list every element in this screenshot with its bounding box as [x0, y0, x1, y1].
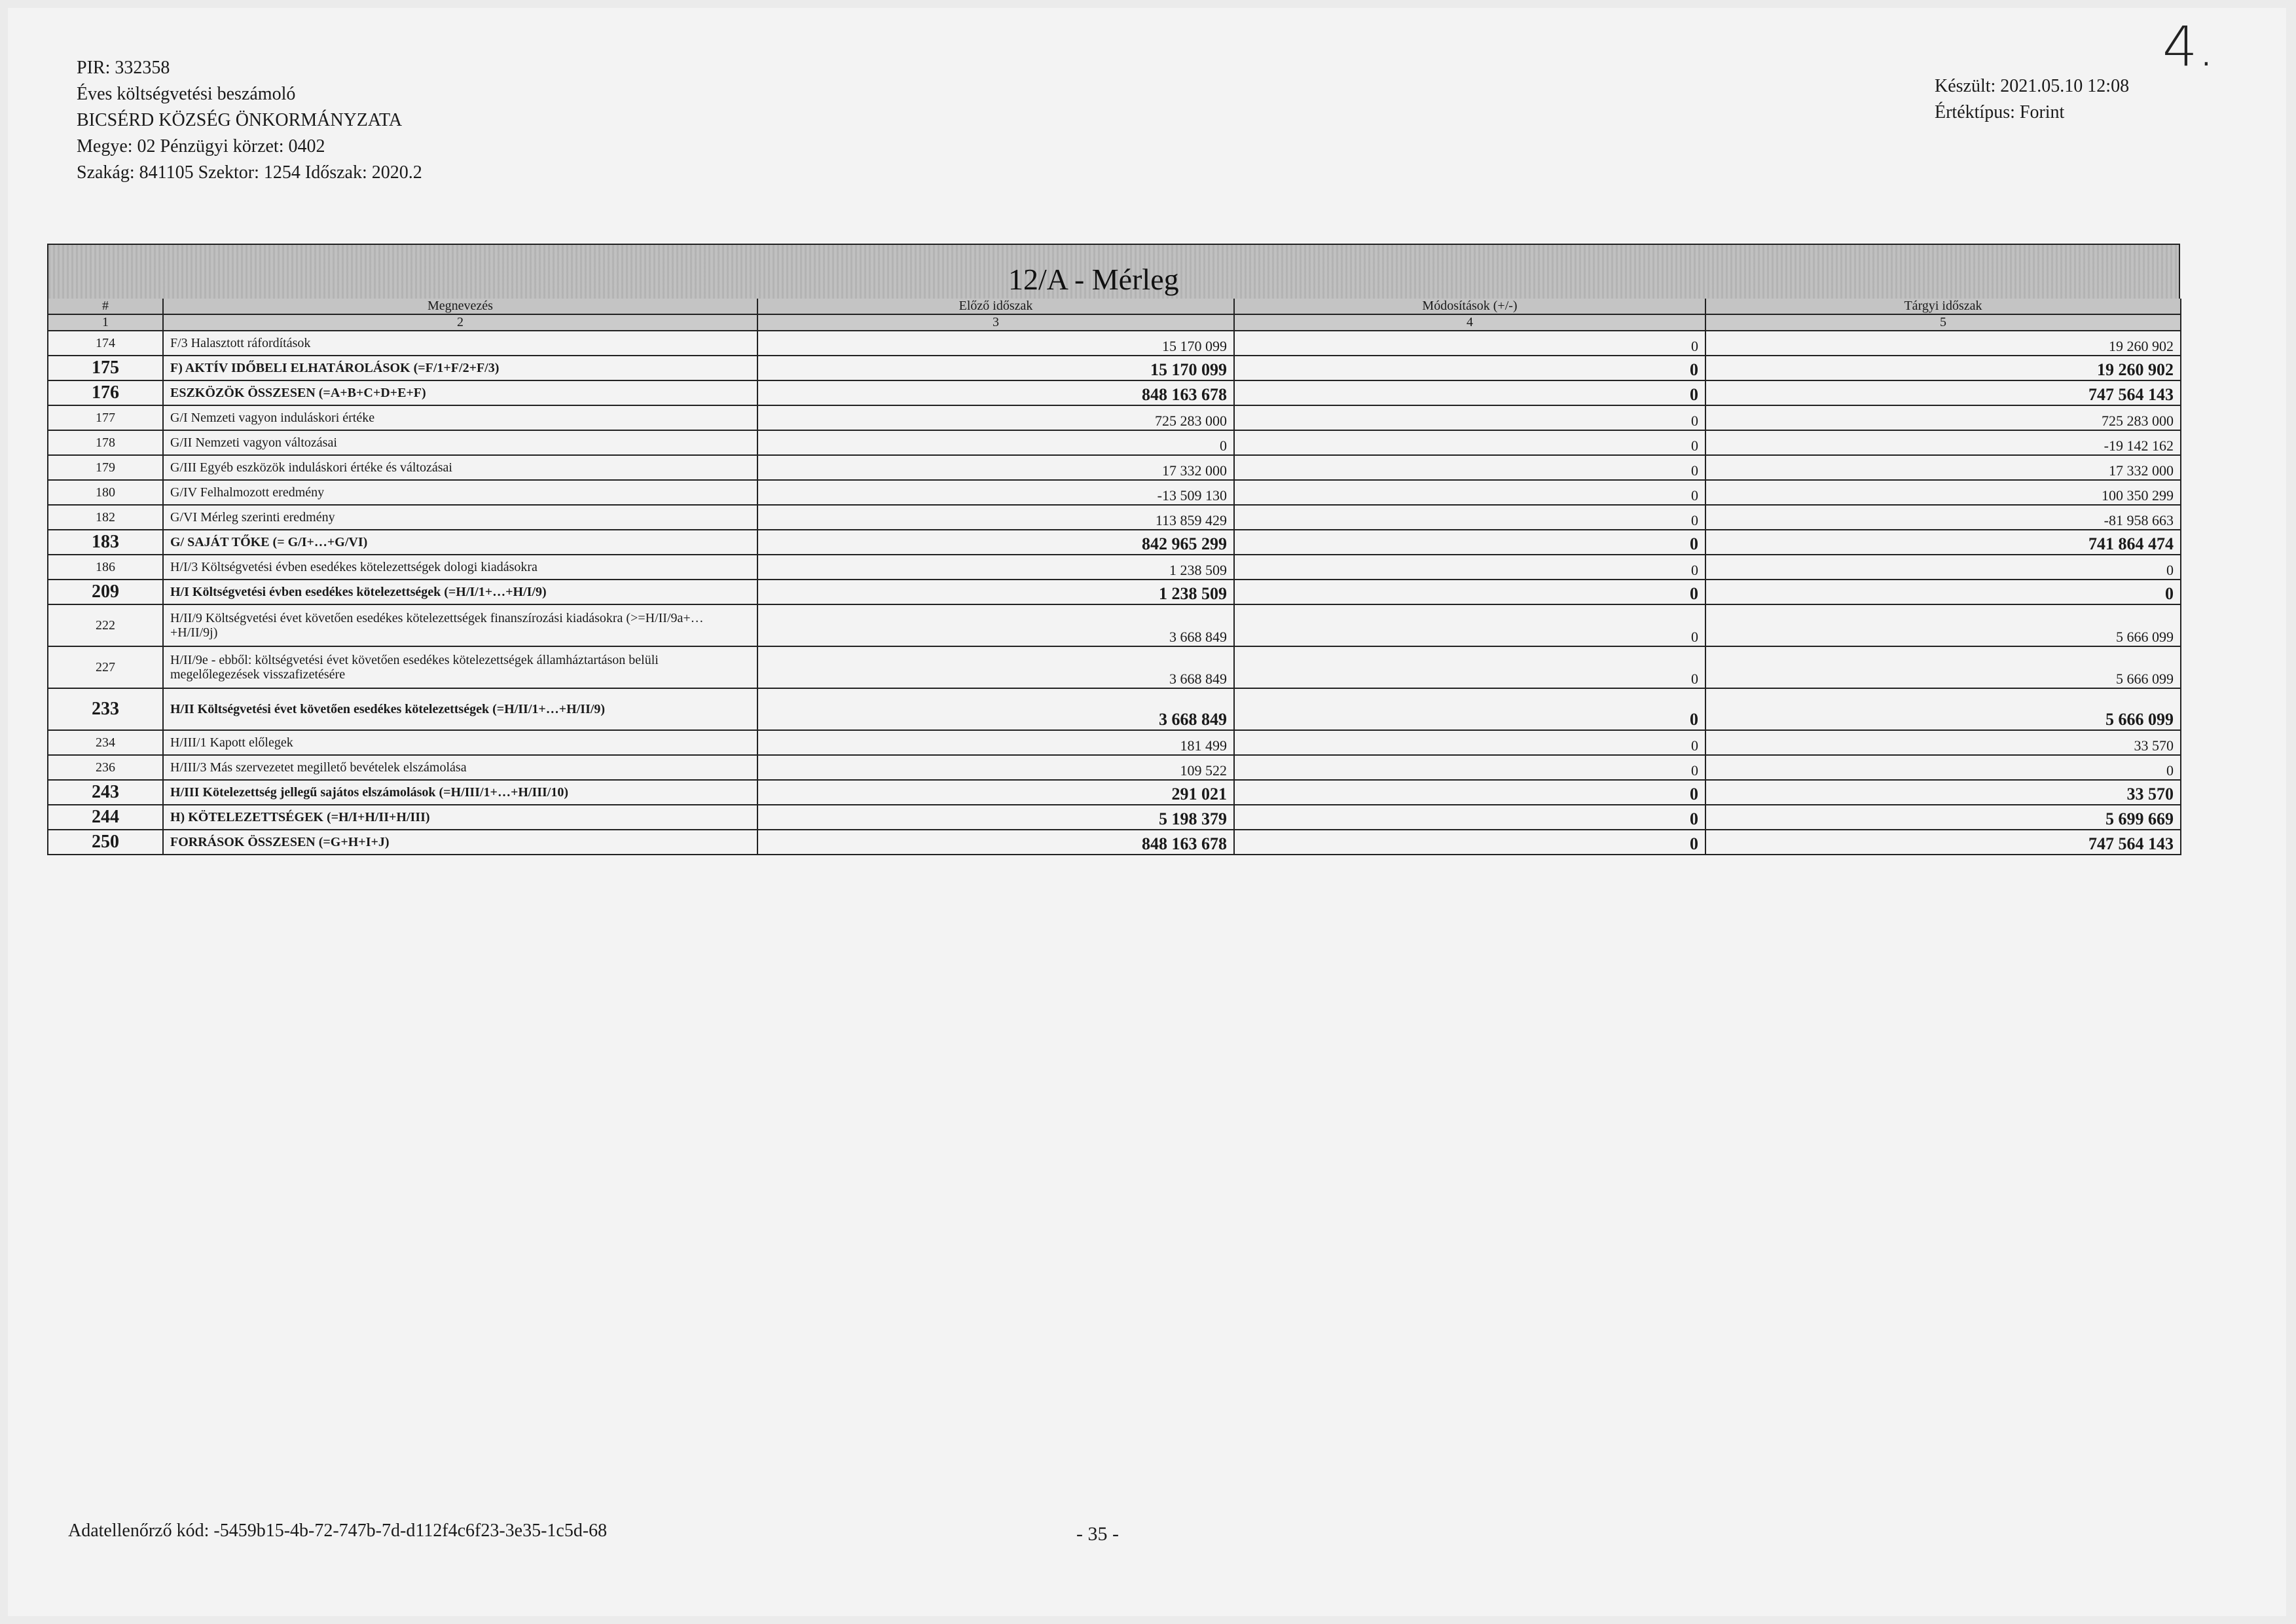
row-number: 178: [48, 430, 163, 455]
row-name: H/II/9e - ebből: költségvetési évet követően esedékes kötelezettségek államháztartáson belüli megelőlegezések visszafizetésére: [163, 646, 757, 688]
row-name: G/ SAJÁT TŐKE (= G/I+…+G/VI): [163, 530, 757, 555]
row-modifications: 0: [1234, 430, 1705, 455]
row-previous-period: 291 021: [757, 780, 1234, 805]
table-row: [48, 356, 2181, 380]
row-number: 222: [48, 604, 163, 646]
row-modifications: 0: [1234, 646, 1705, 688]
row-previous-period: -13 509 130: [757, 480, 1234, 505]
row-number: 250: [48, 830, 163, 855]
document-header: [77, 55, 422, 186]
row-current-period: 19 260 902: [1705, 331, 2181, 356]
row-number: 227: [48, 646, 163, 688]
row-name: ESZKÖZÖK ÖSSZESEN (=A+B+C+D+E+F): [163, 380, 757, 405]
table-row: [48, 604, 2181, 646]
row-previous-period: 848 163 678: [757, 380, 1234, 405]
table-title-band: [47, 244, 2180, 299]
row-name: G/II Nemzeti vagyon változásai: [163, 430, 757, 455]
row-current-period: 5 666 099: [1705, 688, 2181, 730]
col-number-5: 5: [1705, 314, 2181, 331]
row-name: H/III/3 Más szervezetet megillető bevételek elszámolása: [163, 755, 757, 780]
col-number-1: 1: [48, 314, 163, 331]
header-organization: BICSÉRD KÖZSÉG ÖNKORMÁNYZATA: [77, 110, 403, 130]
table-row: [48, 730, 2181, 755]
row-modifications: 0: [1234, 555, 1705, 580]
row-modifications: 0: [1234, 480, 1705, 505]
table-row: [48, 455, 2181, 480]
row-previous-period: 113 859 429: [757, 505, 1234, 530]
row-name: F) AKTÍV IDŐBELI ELHATÁROLÁSOK (=F/1+F/2+F/3): [163, 356, 757, 380]
value-type: Értéktípus: Forint: [1935, 102, 2065, 122]
row-previous-period: 0: [757, 430, 1234, 455]
row-name: G/IV Felhalmozott eredmény: [163, 480, 757, 505]
row-previous-period: 181 499: [757, 730, 1234, 755]
row-previous-period: 842 965 299: [757, 530, 1234, 555]
table-row: [48, 580, 2181, 604]
row-number: 182: [48, 505, 163, 530]
table-row: [48, 331, 2181, 356]
table-row: [48, 380, 2181, 405]
col-number-3: 3: [757, 314, 1234, 331]
col-header-curr: Tárgyi időszak: [1705, 299, 2181, 314]
table-row: [48, 480, 2181, 505]
row-modifications: 0: [1234, 805, 1705, 830]
row-previous-period: 17 332 000: [757, 455, 1234, 480]
table-row: [48, 505, 2181, 530]
row-name: H/III/1 Kapott előlegek: [163, 730, 757, 755]
row-modifications: 0: [1234, 331, 1705, 356]
row-name: FORRÁSOK ÖSSZESEN (=G+H+I+J): [163, 830, 757, 855]
table-row: [48, 555, 2181, 580]
row-number: 183: [48, 530, 163, 555]
row-number: 233: [48, 688, 163, 730]
row-name: H/II/9 Költségvetési évet követően esedékes kötelezettségek finanszírozási kiadásokra (>=H/II/9a+…+H/II/9j): [163, 604, 757, 646]
row-number: 243: [48, 780, 163, 805]
row-modifications: 0: [1234, 604, 1705, 646]
row-number: 177: [48, 405, 163, 430]
row-number: 209: [48, 580, 163, 604]
row-previous-period: 15 170 099: [757, 356, 1234, 380]
row-name: G/III Egyéb eszközök induláskori értéke és változásai: [163, 455, 757, 480]
balance-grid: [47, 299, 2181, 855]
page-number: - 35 -: [1076, 1523, 1119, 1545]
table-row: [48, 830, 2181, 855]
row-number: 244: [48, 805, 163, 830]
column-header-row: [48, 299, 2181, 314]
row-current-period: 5 699 669: [1705, 805, 2181, 830]
table-title: 12/A - Mérleg: [1008, 263, 1179, 296]
row-modifications: 0: [1234, 455, 1705, 480]
col-header-prev: Előző időszak: [757, 299, 1234, 314]
row-modifications: 0: [1234, 730, 1705, 755]
handwritten-page-mark: 4.: [2162, 14, 2215, 79]
row-current-period: 0: [1705, 555, 2181, 580]
row-number: 236: [48, 755, 163, 780]
table-row: [48, 530, 2181, 555]
row-current-period: 100 350 299: [1705, 480, 2181, 505]
row-current-period: 747 564 143: [1705, 830, 2181, 855]
row-previous-period: 5 198 379: [757, 805, 1234, 830]
row-previous-period: 848 163 678: [757, 830, 1234, 855]
row-number: 180: [48, 480, 163, 505]
row-modifications: 0: [1234, 755, 1705, 780]
row-modifications: 0: [1234, 405, 1705, 430]
row-previous-period: 3 668 849: [757, 646, 1234, 688]
row-modifications: 0: [1234, 530, 1705, 555]
row-current-period: 747 564 143: [1705, 380, 2181, 405]
col-header-num: #: [48, 299, 163, 314]
row-modifications: 0: [1234, 380, 1705, 405]
row-current-period: 0: [1705, 755, 2181, 780]
header-sector: Szakág: 841105 Szektor: 1254 Időszak: 2020.2: [77, 162, 422, 183]
row-previous-period: 109 522: [757, 755, 1234, 780]
column-number-row: [48, 314, 2181, 331]
row-current-period: 5 666 099: [1705, 646, 2181, 688]
row-name: F/3 Halasztott ráfordítások: [163, 331, 757, 356]
row-current-period: 19 260 902: [1705, 356, 2181, 380]
row-current-period: -81 958 663: [1705, 505, 2181, 530]
row-modifications: 0: [1234, 688, 1705, 730]
table-row: [48, 688, 2181, 730]
table-row: [48, 780, 2181, 805]
row-number: 179: [48, 455, 163, 480]
row-modifications: 0: [1234, 780, 1705, 805]
row-previous-period: 1 238 509: [757, 555, 1234, 580]
row-current-period: -19 142 162: [1705, 430, 2181, 455]
data-check-code: Adatellenőrző kód: -5459b15-4b-72-747b-7d-d112f4c6f23-3e35-1c5d-68: [68, 1521, 608, 1541]
row-number: 174: [48, 331, 163, 356]
row-current-period: 741 864 474: [1705, 530, 2181, 555]
row-current-period: 33 570: [1705, 730, 2181, 755]
row-current-period: 0: [1705, 580, 2181, 604]
balance-table: [47, 244, 2180, 855]
header-county: Megye: 02 Pénzügyi körzet: 0402: [77, 136, 325, 157]
header-report-type: Éves költségvetési beszámoló: [77, 84, 296, 104]
row-name: H/II Költségvetési évet követően esedékes kötelezettségek (=H/II/1+…+H/II/9): [163, 688, 757, 730]
row-name: G/VI Mérleg szerinti eredmény: [163, 505, 757, 530]
table-row: [48, 646, 2181, 688]
row-modifications: 0: [1234, 505, 1705, 530]
row-number: 186: [48, 555, 163, 580]
row-name: H) KÖTELEZETTSÉGEK (=H/I+H/II+H/III): [163, 805, 757, 830]
row-previous-period: 3 668 849: [757, 604, 1234, 646]
header-pir: PIR: 332358: [77, 58, 170, 78]
table-row: [48, 755, 2181, 780]
row-number: 176: [48, 380, 163, 405]
row-modifications: 0: [1234, 356, 1705, 380]
col-header-name: Megnevezés: [163, 299, 757, 314]
row-previous-period: 725 283 000: [757, 405, 1234, 430]
row-current-period: 5 666 099: [1705, 604, 2181, 646]
table-row: [48, 405, 2181, 430]
row-name: G/I Nemzeti vagyon induláskori értéke: [163, 405, 757, 430]
row-name: H/III Kötelezettség jellegű sajátos elszámolások (=H/III/1+…+H/III/10): [163, 780, 757, 805]
col-header-mod: Módosítások (+/-): [1234, 299, 1705, 314]
row-current-period: 33 570: [1705, 780, 2181, 805]
row-current-period: 17 332 000: [1705, 455, 2181, 480]
row-previous-period: 1 238 509: [757, 580, 1234, 604]
row-current-period: 725 283 000: [1705, 405, 2181, 430]
row-previous-period: 15 170 099: [757, 331, 1234, 356]
table-row: [48, 430, 2181, 455]
row-modifications: 0: [1234, 580, 1705, 604]
row-name: H/I/3 Költségvetési évben esedékes kötelezettségek dologi kiadásokra: [163, 555, 757, 580]
document-meta: [1935, 73, 2129, 126]
col-number-2: 2: [163, 314, 757, 331]
row-name: H/I Költségvetési évben esedékes kötelezettségek (=H/I/1+…+H/I/9): [163, 580, 757, 604]
row-number: 234: [48, 730, 163, 755]
table-row: [48, 805, 2181, 830]
row-modifications: 0: [1234, 830, 1705, 855]
created-timestamp: Készült: 2021.05.10 12:08: [1935, 76, 2130, 96]
row-previous-period: 3 668 849: [757, 688, 1234, 730]
row-number: 175: [48, 356, 163, 380]
col-number-4: 4: [1234, 314, 1705, 331]
